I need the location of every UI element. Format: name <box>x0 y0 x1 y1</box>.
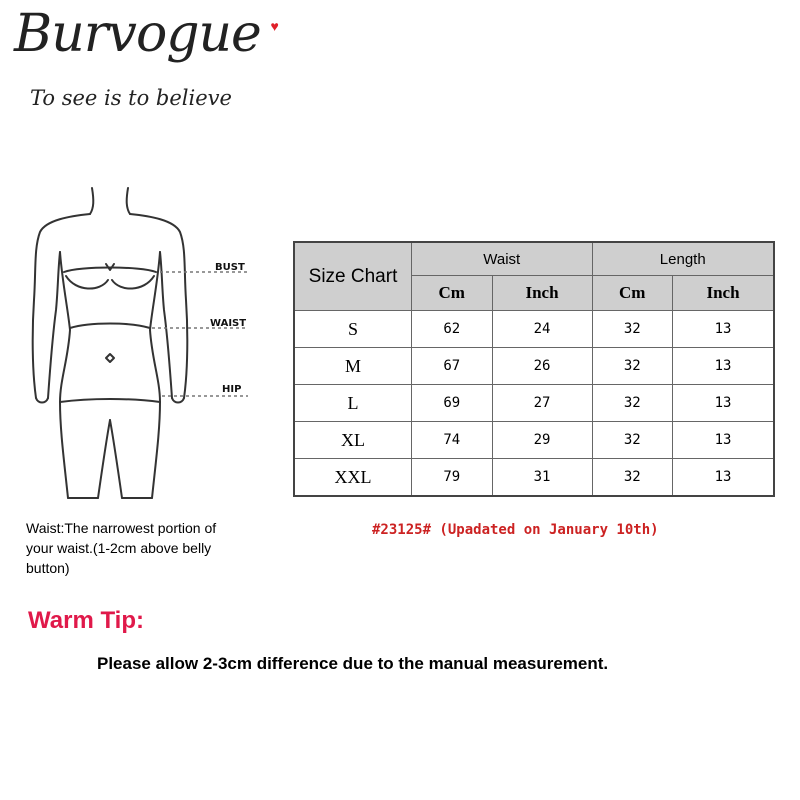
value-cell: 32 <box>592 459 673 497</box>
brand-tagline: To see is to believe <box>30 86 232 110</box>
heart-icon: ♥ <box>270 18 279 34</box>
warm-tip-title: Warm Tip: <box>28 607 145 634</box>
table-row <box>294 385 774 422</box>
value-cell: 13 <box>673 348 774 385</box>
size-chart-table <box>293 241 775 497</box>
value-cell: 62 <box>412 311 493 348</box>
value-cell: 26 <box>492 348 592 385</box>
table-row <box>294 422 774 459</box>
value-cell: 74 <box>412 422 493 459</box>
value-cell: 24 <box>492 311 592 348</box>
waist-definition-note: Waist:The narrowest portion of your waist.(1-2cm above belly button) <box>26 520 217 576</box>
update-note: #23125# (Upadated on January 10th) <box>372 522 659 538</box>
value-cell: 27 <box>492 385 592 422</box>
bust-label: BUST <box>215 262 245 273</box>
value-cell: 79 <box>412 459 493 497</box>
waist-label: WAIST <box>210 318 247 329</box>
unit-header: Cm <box>592 276 673 311</box>
table-row <box>294 459 774 497</box>
length-group-header: Length <box>592 242 774 276</box>
value-cell: 13 <box>673 422 774 459</box>
table-row <box>294 348 774 385</box>
size-chart-corner: Size Chart <box>294 242 412 311</box>
size-cell: L <box>294 385 412 422</box>
unit-header: Cm <box>412 276 493 311</box>
value-cell: 13 <box>673 311 774 348</box>
body-measurement-figure <box>10 180 260 510</box>
value-cell: 32 <box>592 422 673 459</box>
unit-header: Inch <box>492 276 592 311</box>
size-cell: XXL <box>294 459 412 497</box>
value-cell: 32 <box>592 348 673 385</box>
value-cell: 13 <box>673 385 774 422</box>
size-cell: M <box>294 348 412 385</box>
size-cell: XL <box>294 422 412 459</box>
size-cell: S <box>294 311 412 348</box>
value-cell: 32 <box>592 385 673 422</box>
body-outline-illustration <box>10 180 260 510</box>
hip-label: HIP <box>222 384 242 395</box>
unit-header: Inch <box>673 276 774 311</box>
value-cell: 67 <box>412 348 493 385</box>
value-cell: 69 <box>412 385 493 422</box>
table-row <box>294 311 774 348</box>
value-cell: 29 <box>492 422 592 459</box>
brand-name: Burvogue <box>14 4 261 64</box>
waist-group-header: Waist <box>412 242 593 276</box>
value-cell: 32 <box>592 311 673 348</box>
brand-logo <box>14 4 279 64</box>
value-cell: 31 <box>492 459 592 497</box>
value-cell: 13 <box>673 459 774 497</box>
warm-tip-text: Please allow 2-3cm difference due to the manual measurement. <box>97 654 609 673</box>
